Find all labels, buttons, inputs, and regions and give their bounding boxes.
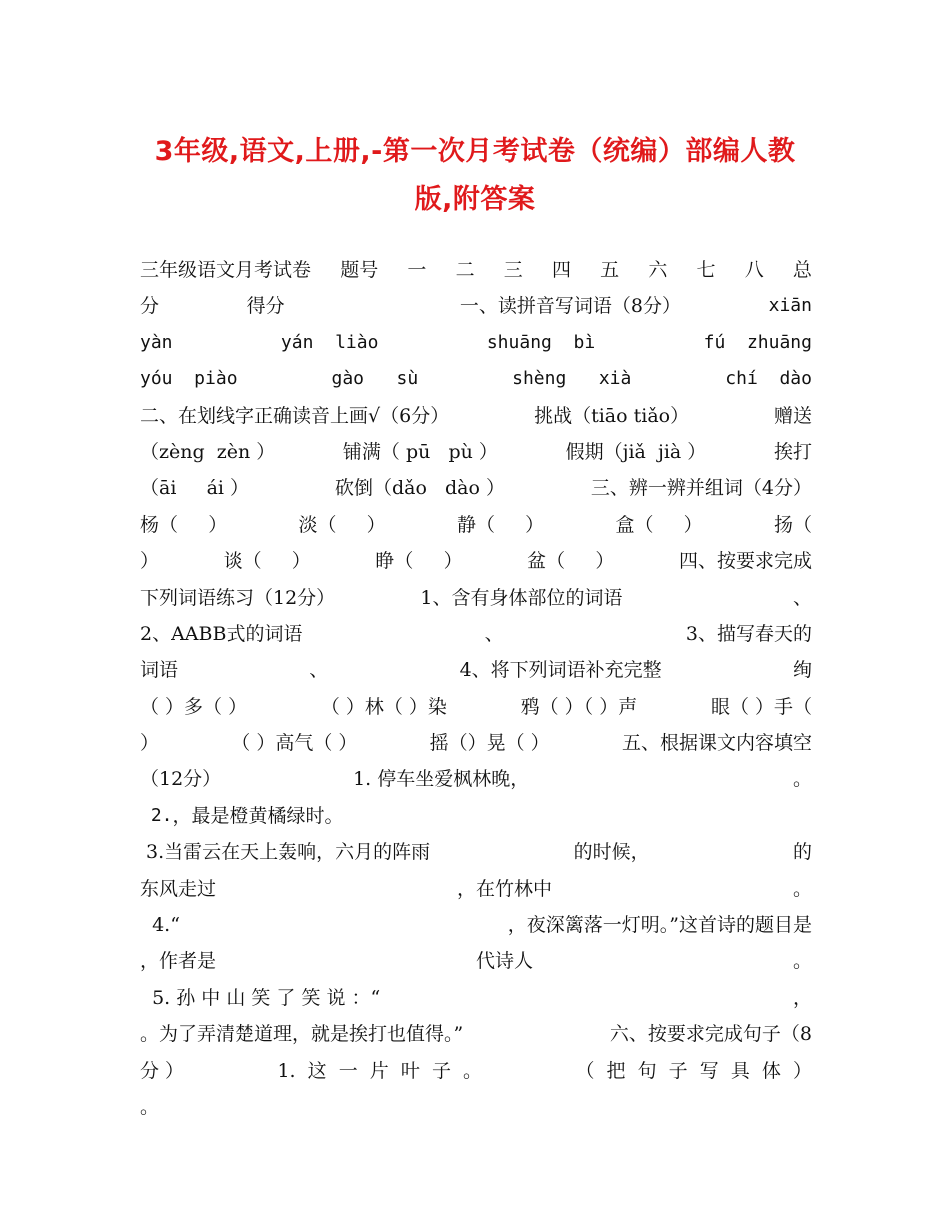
text-segment: shuāng bì <box>486 331 596 353</box>
text-segment: 三、辨一辨并组词（4分） <box>590 477 812 500</box>
text-segment: （12分） <box>140 768 222 791</box>
text-line <box>140 616 812 652</box>
text-segment: 四、按要求完成 <box>678 550 812 573</box>
text-segment: yóu piào <box>140 368 238 390</box>
text-segment: （ ）高气（ ） <box>231 732 358 755</box>
text-line <box>140 470 812 506</box>
text-segment: xiān <box>768 295 812 317</box>
text-segment: 摇（）晃（ ） <box>429 732 550 755</box>
text-segment: 的 <box>792 841 812 864</box>
text-segment: 二 <box>455 259 475 281</box>
text-line <box>140 871 812 907</box>
text-segment: 四 <box>551 259 571 281</box>
text-line <box>140 434 812 470</box>
text-segment: 杨（ ） <box>140 513 228 536</box>
text-line <box>140 252 812 288</box>
text-segment: 东风走过 <box>140 877 217 900</box>
text-segment: （ ）多（ ） <box>140 695 248 718</box>
text-segment: ） <box>140 732 160 755</box>
text-segment: 得分 <box>246 295 285 318</box>
text-segment: 赠送 <box>773 404 812 427</box>
text-line <box>140 943 812 979</box>
text-segment: 一 <box>407 259 427 281</box>
text-segment: 一、读拼音写词语（8分） <box>459 295 681 318</box>
text-segment: ，作者是 <box>140 950 217 973</box>
text-segment: 挨打 <box>773 440 812 463</box>
text-line <box>140 980 812 1016</box>
text-segment: 鸦（ ）（ ）声 <box>520 695 638 718</box>
document-title <box>130 128 820 224</box>
text-segment: ） <box>140 550 160 573</box>
text-segment: 盆（ ） <box>527 550 615 573</box>
text-segment: 静（ ） <box>456 513 545 536</box>
text-segment: （ 把 句 子 写 具 体 ） <box>575 1059 812 1082</box>
text-line <box>140 652 812 688</box>
text-segment: fú zhuāng <box>703 331 812 353</box>
text-segment: 谈（ ） <box>223 550 311 573</box>
text-segment: 3、描写春天的 <box>685 622 812 645</box>
text-line <box>140 325 812 361</box>
text-line <box>140 1089 812 1125</box>
text-segment: 、 <box>309 659 329 682</box>
text-segment: chí dào <box>725 368 812 390</box>
text-segment: 4、将下列词语补充完整 <box>459 659 662 682</box>
text-segment: 盒（ ） <box>615 513 703 536</box>
text-segment: 2、AABB式的词语 <box>140 622 303 645</box>
text-segment: ，最是橙黄橘绿时。 <box>172 804 344 827</box>
text-segment: 总 <box>792 259 812 281</box>
text-segment: 铺满（ pū pù ） <box>342 440 498 463</box>
text-line <box>140 1053 812 1089</box>
text-segment: gào sù <box>331 368 419 390</box>
text-segment: 分 <box>140 295 160 318</box>
text-segment: yàn <box>140 331 173 353</box>
exam-body <box>140 252 812 1125</box>
text-segment: 下列词语练习（12分） <box>140 586 336 609</box>
text-segment: 眼（ ）手（ <box>710 695 812 718</box>
text-segment: 。 <box>140 1095 160 1118</box>
text-segment: 1. 停车坐爱枫林晚， <box>353 768 530 791</box>
text-segment: 1. 这 一 片 叶 子 。 <box>277 1059 483 1082</box>
text-segment: 、 <box>792 586 812 609</box>
text-line <box>140 288 812 324</box>
text-segment: 、 <box>484 622 504 645</box>
text-line <box>140 761 812 797</box>
text-segment: ，夜深篱落一灯明。”这首诗的题目是 <box>507 914 812 937</box>
text-line <box>140 725 812 761</box>
text-line <box>140 580 812 616</box>
text-segment: 砍倒（dǎo dào ） <box>334 477 505 500</box>
text-line <box>140 689 812 725</box>
text-segment: 分 ） <box>140 1059 185 1082</box>
text-segment: 5. 孙 中 山 笑 了 笑 说 ：“ <box>140 986 381 1009</box>
text-segment: 扬（ <box>773 513 812 536</box>
text-line <box>140 834 812 870</box>
text-segment: yán liào <box>280 331 379 353</box>
text-segment: 。为了弄清楚道理，就是挨打也值得。” <box>140 1023 464 1046</box>
text-segment: 七 <box>696 259 716 281</box>
title-line-1: 3年级,语文,上册,-第一次月考试卷（统编）部编人教 <box>154 136 796 167</box>
text-segment: 2. <box>140 804 173 826</box>
text-segment: 。 <box>792 950 812 973</box>
text-segment: （zèng zèn ） <box>140 440 276 463</box>
text-segment: 睁（ ） <box>375 550 463 573</box>
text-segment: 五、根据课文内容填空 <box>621 732 812 755</box>
text-line <box>140 398 812 434</box>
text-segment: 的时候， <box>573 841 650 864</box>
text-segment: 。 <box>792 768 812 791</box>
text-line <box>140 543 812 579</box>
text-line <box>140 1016 812 1052</box>
text-segment: 三 <box>503 259 523 281</box>
text-segment: 二、在划线字正确读音上画√（6分） <box>140 404 450 427</box>
text-segment: 三年级语文月考试卷 <box>140 259 312 281</box>
text-segment: ，在竹林中 <box>456 877 552 900</box>
text-segment: 代诗人 <box>475 950 533 973</box>
text-line <box>140 361 812 397</box>
text-segment: 1、含有身体部位的词语 <box>420 586 623 609</box>
text-segment: 五 <box>600 259 620 281</box>
text-segment: 4.“ <box>140 914 180 937</box>
text-line <box>140 907 812 943</box>
text-segment: 挑战（tiāo tiǎo） <box>534 404 690 427</box>
text-segment: 词语 <box>140 659 179 682</box>
text-segment: 假期（jiǎ jià ） <box>565 440 707 463</box>
text-line <box>140 798 812 834</box>
text-segment: ， <box>792 986 812 1009</box>
text-line <box>140 507 812 543</box>
text-segment: （āi ái ） <box>140 477 250 500</box>
text-segment: 六、按要求完成句子（8 <box>609 1023 812 1046</box>
text-segment: 六 <box>648 259 668 281</box>
text-segment: shèng xià <box>512 368 632 390</box>
text-segment: 绚 <box>792 659 812 682</box>
text-segment: 八 <box>744 259 764 281</box>
text-segment: 3.当雷云在天上轰响，六月的阵雨 <box>140 841 431 864</box>
text-segment: 题号 <box>340 259 379 281</box>
text-segment: 淡（ ） <box>298 513 386 536</box>
text-segment: （ ）林（ ）染 <box>320 695 447 718</box>
text-segment: 。 <box>792 877 812 900</box>
title-line-2: 版,附答案 <box>414 184 536 215</box>
